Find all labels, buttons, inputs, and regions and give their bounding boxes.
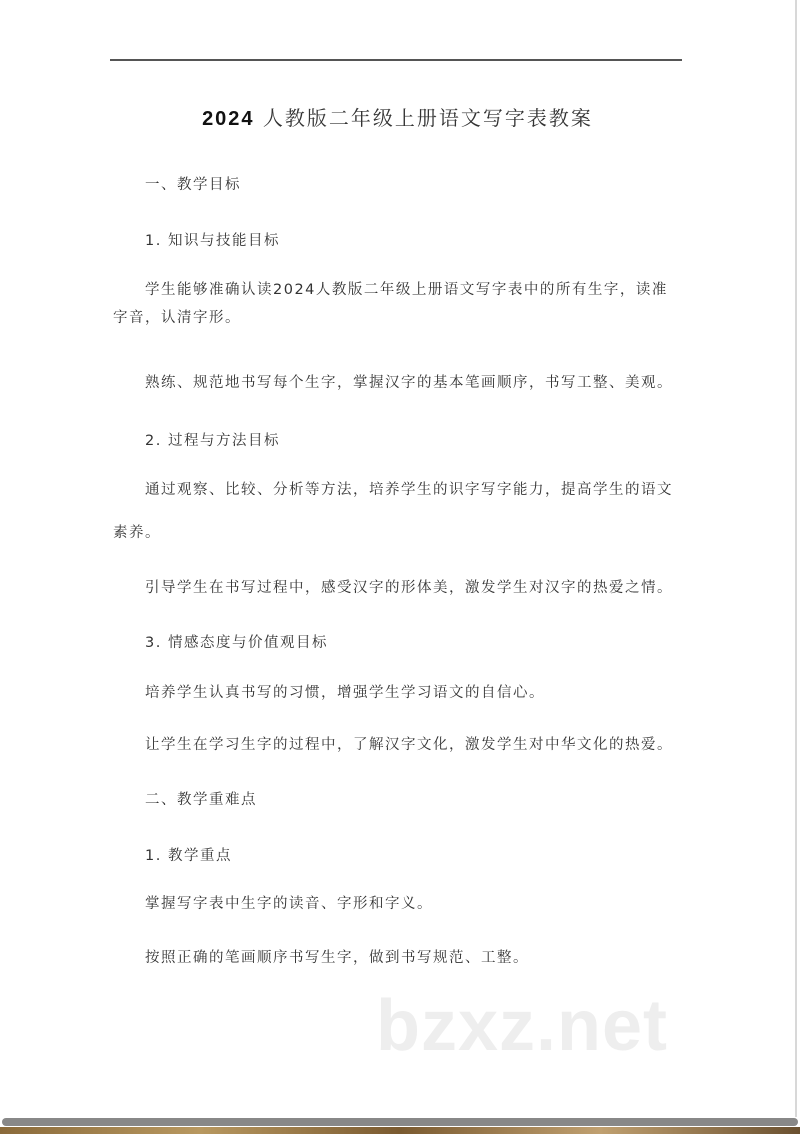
section-heading: 二、教学重难点	[145, 792, 257, 808]
subsection-heading: 3. 情感态度与价值观目标	[145, 635, 328, 651]
paragraph: 通过观察、比较、分析等方法，培养学生的识字写字能力，提高学生的语文	[145, 482, 673, 498]
title-year: 2024	[202, 108, 255, 130]
paragraph: 让学生在学习生字的过程中，了解汉字文化，激发学生对中华文化的热爱。	[145, 737, 673, 753]
title-text: 人教版二年级上册语文写字表教案	[262, 106, 593, 130]
paragraph: 掌握写字表中生字的读音、字形和字义。	[145, 896, 433, 912]
section-heading: 一、教学目标	[145, 177, 241, 193]
background-strip	[0, 1127, 800, 1134]
document-title	[0, 102, 795, 131]
paragraph: 按照正确的笔画顺序书写生字，做到书写规范、工整。	[145, 950, 529, 966]
subsection-heading: 1. 知识与技能目标	[145, 233, 280, 249]
horizontal-scrollbar[interactable]	[2, 1118, 798, 1126]
paragraph: 培养学生认真书写的习惯，增强学生学习语文的自信心。	[145, 685, 545, 701]
paragraph: 引导学生在书写过程中，感受汉字的形体美，激发学生对汉字的热爱之情。	[145, 580, 673, 596]
subsection-heading: 2. 过程与方法目标	[145, 433, 280, 449]
paragraph: 熟练、规范地书写每个生字，掌握汉字的基本笔画顺序，书写工整、美观。	[145, 375, 673, 391]
paragraph-continued: 字音，认清字形。	[113, 310, 241, 326]
watermark: bzxz.net	[376, 986, 669, 1066]
paragraph-continued: 素养。	[113, 525, 161, 541]
header-rule	[110, 59, 682, 61]
subsection-heading: 1. 教学重点	[145, 848, 232, 864]
paragraph: 学生能够准确认读2024人教版二年级上册语文写字表中的所有生字，读准	[145, 282, 668, 298]
